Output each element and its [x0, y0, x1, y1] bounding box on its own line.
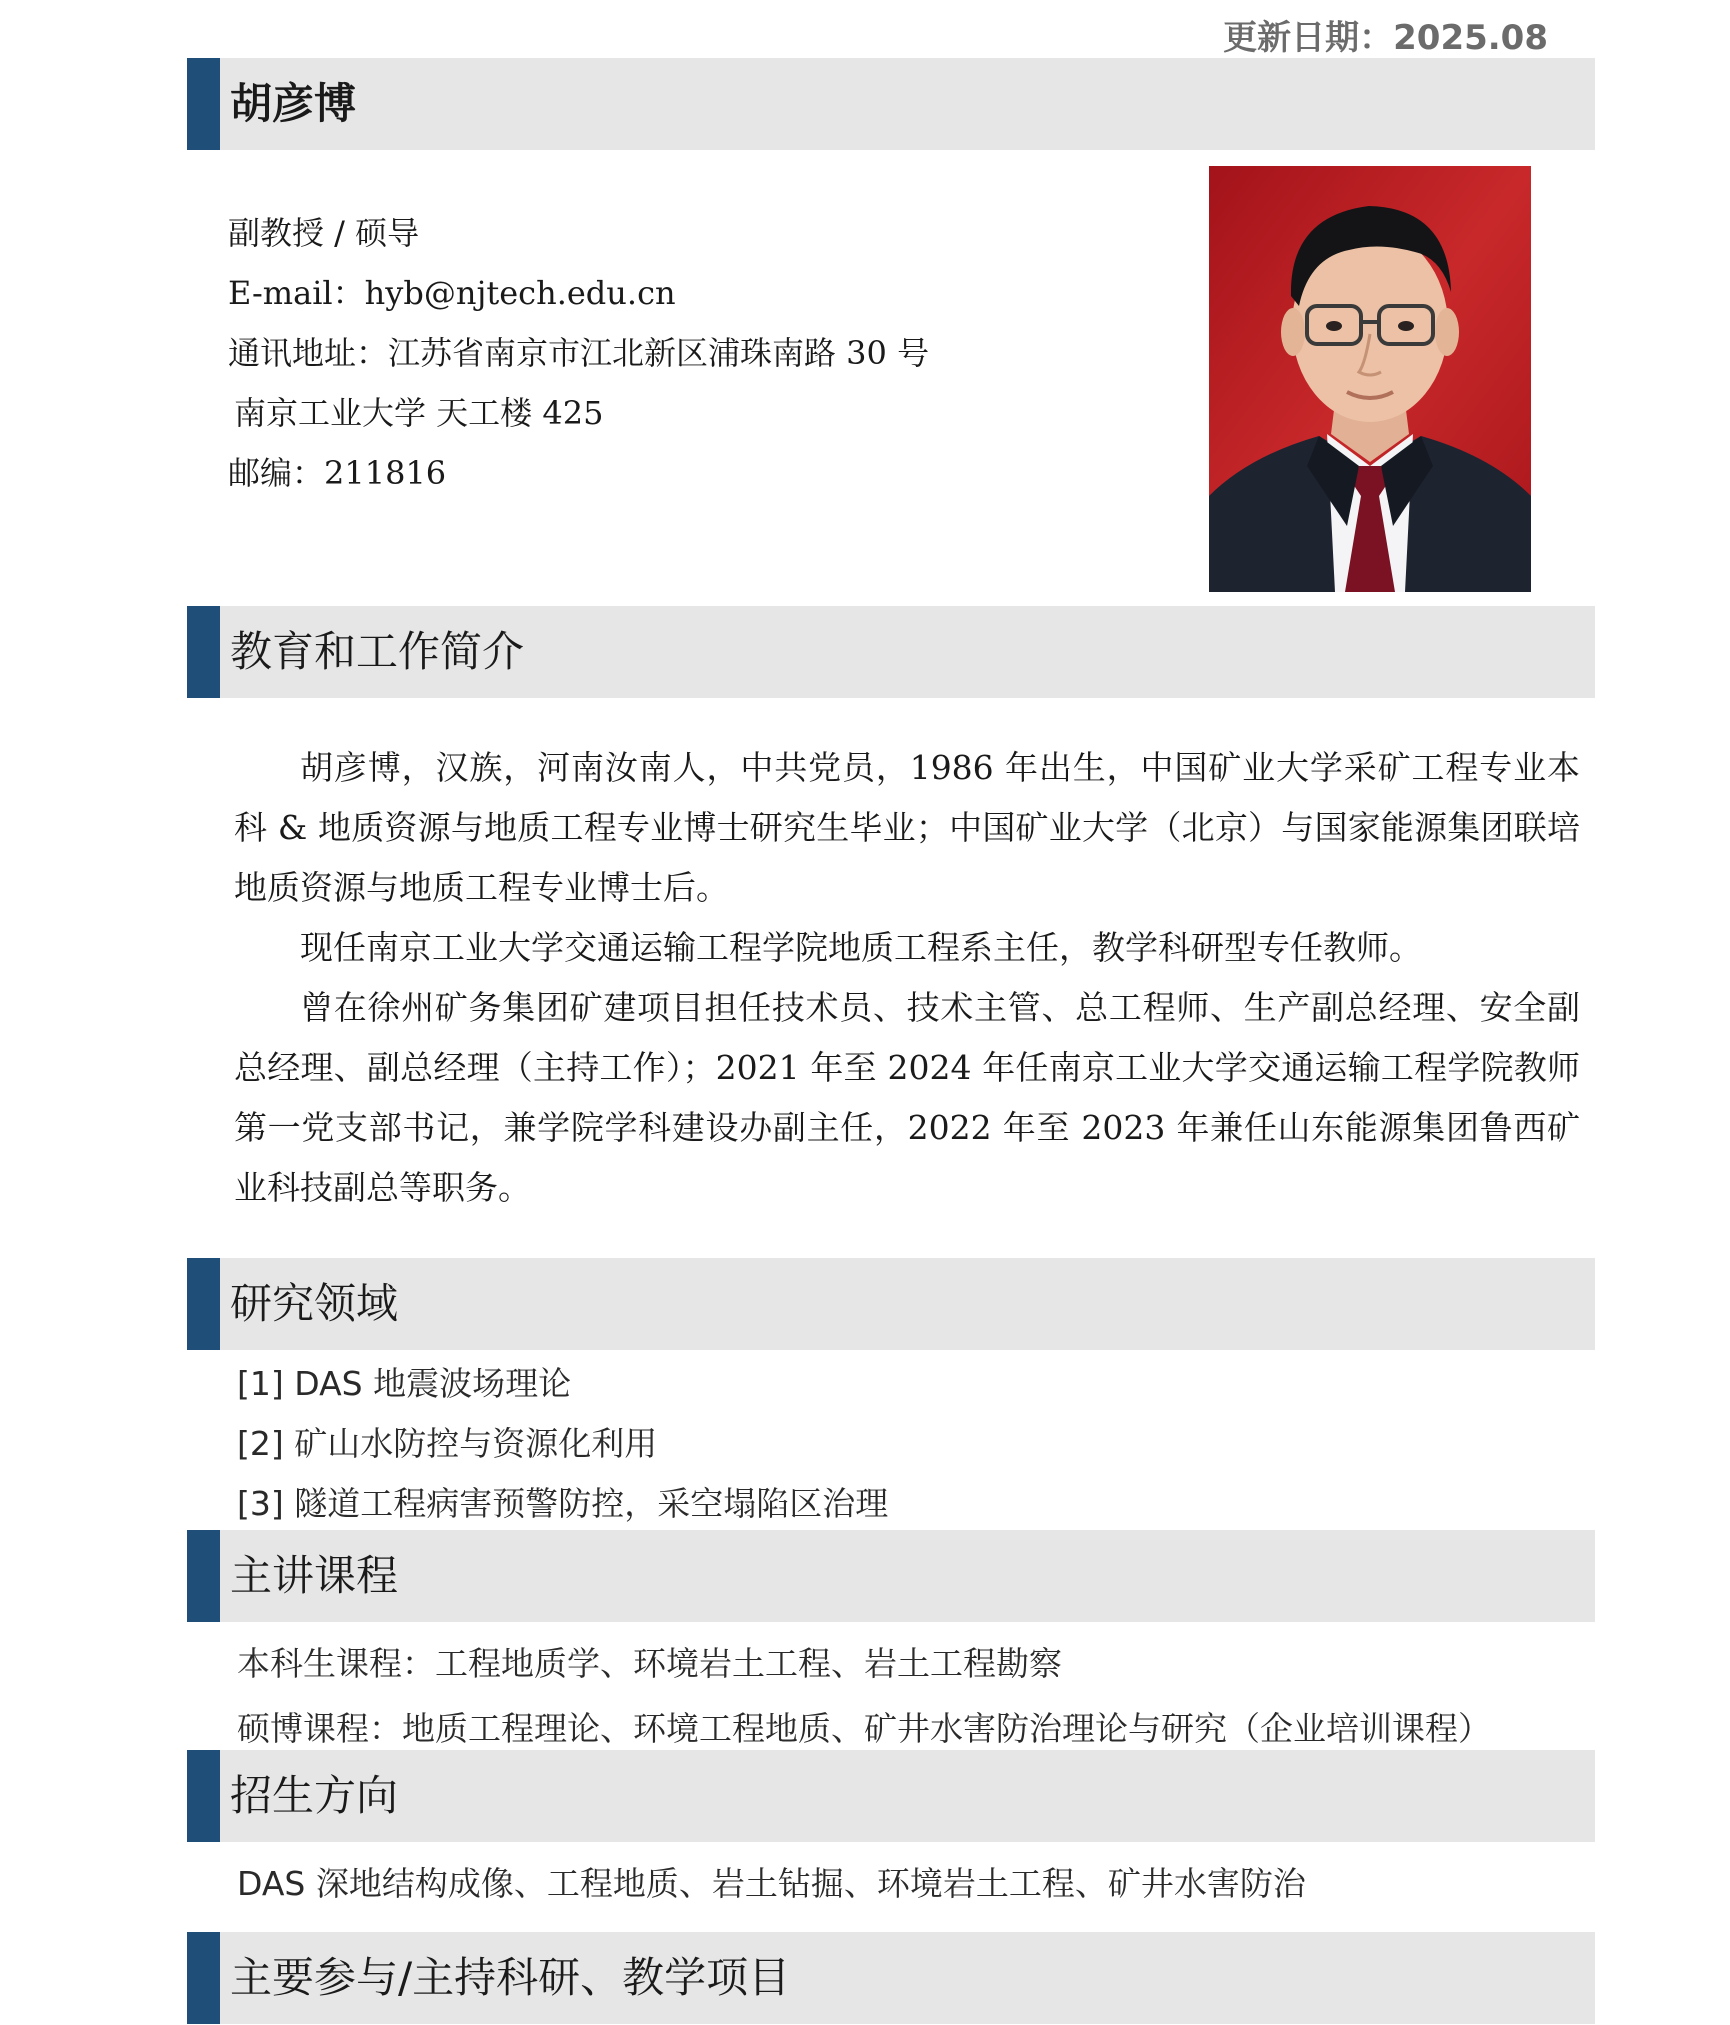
enrollment-section-header: [187, 1750, 1595, 1842]
bio-paragraph-1: 胡彦博，汉族，河南汝南人，中共党员，1986 年出生，中国矿业大学采矿工程专业本科 & 地质资源与地质工程专业博士研究生毕业；中国矿业大学（北京）与国家能源集团联培地质资源与地质工程专业博士后。: [234, 748, 1580, 907]
research-item-1: [1] DAS 地震波场理论: [237, 1364, 572, 1403]
research-section-header: [187, 1258, 1595, 1350]
section-accent: [187, 1530, 220, 1622]
bio-paragraph-2: 现任南京工业大学交通运输工程学院地质工程系主任，教学科研型专任教师。: [300, 928, 1422, 967]
email-line: E-mail：hyb@njtech.edu.cn: [228, 274, 676, 312]
research-item-3: [3] 隧道工程病害预警防控，采空塌陷区治理: [237, 1484, 889, 1523]
name-header-bar: [187, 58, 1595, 150]
enrollment-directions: DAS 深地结构成像、工程地质、岩土钻掘、环境岩土工程、矿井水害防治: [237, 1864, 1306, 1903]
bio-paragraph-3: 曾在徐州矿务集团矿建项目担任技术员、技术主管、总工程师、生产副总经理、安全副总经理、副总经理（主持工作）；2021 年至 2024 年任南京工业大学交通运输工程学院教师第一党支部书记，兼学院学科建设办副主任，2022 年至 2023 年兼任山东能源集团鲁西矿业科技副总等职务。: [234, 988, 1580, 1207]
research-section-title: 研究领域: [230, 1279, 399, 1328]
academic-title: 副教授 / 硕导: [228, 214, 420, 252]
postcode-line: 邮编：211816: [228, 454, 447, 492]
portrait-illustration: [1209, 166, 1531, 592]
address-line-2: 南京工业大学 天工楼 425: [234, 394, 604, 432]
enrollment-section-title: 招生方向: [230, 1771, 399, 1820]
education-section-header: [187, 606, 1595, 698]
courses-section-header: [187, 1530, 1595, 1622]
undergrad-courses: 本科生课程：工程地质学、环境岩土工程、岩土工程勘察: [237, 1644, 1062, 1683]
section-accent: [187, 1750, 220, 1842]
courses-section-title: 主讲课程: [230, 1551, 399, 1600]
graduate-courses: 硕博课程：地质工程理论、环境工程地质、矿井水害防治理论与研究（企业培训课程）: [237, 1709, 1491, 1748]
section-accent: [187, 58, 220, 150]
education-section-title: 教育和工作简介: [230, 627, 525, 676]
update-date: 更新日期：2025.08: [1223, 18, 1548, 58]
projects-section-header: [187, 1932, 1595, 2024]
address-line-1: 通讯地址：江苏省南京市江北新区浦珠南路 30 号: [228, 334, 930, 372]
section-accent: [187, 1258, 220, 1350]
section-accent: [187, 606, 220, 698]
research-item-2: [2] 矿山水防控与资源化利用: [237, 1424, 658, 1463]
projects-section-title: 主要参与/主持科研、教学项目: [230, 1953, 791, 2002]
person-name: 胡彦博: [230, 79, 357, 128]
portrait-photo: [1209, 166, 1531, 592]
section-accent: [187, 1932, 220, 2024]
